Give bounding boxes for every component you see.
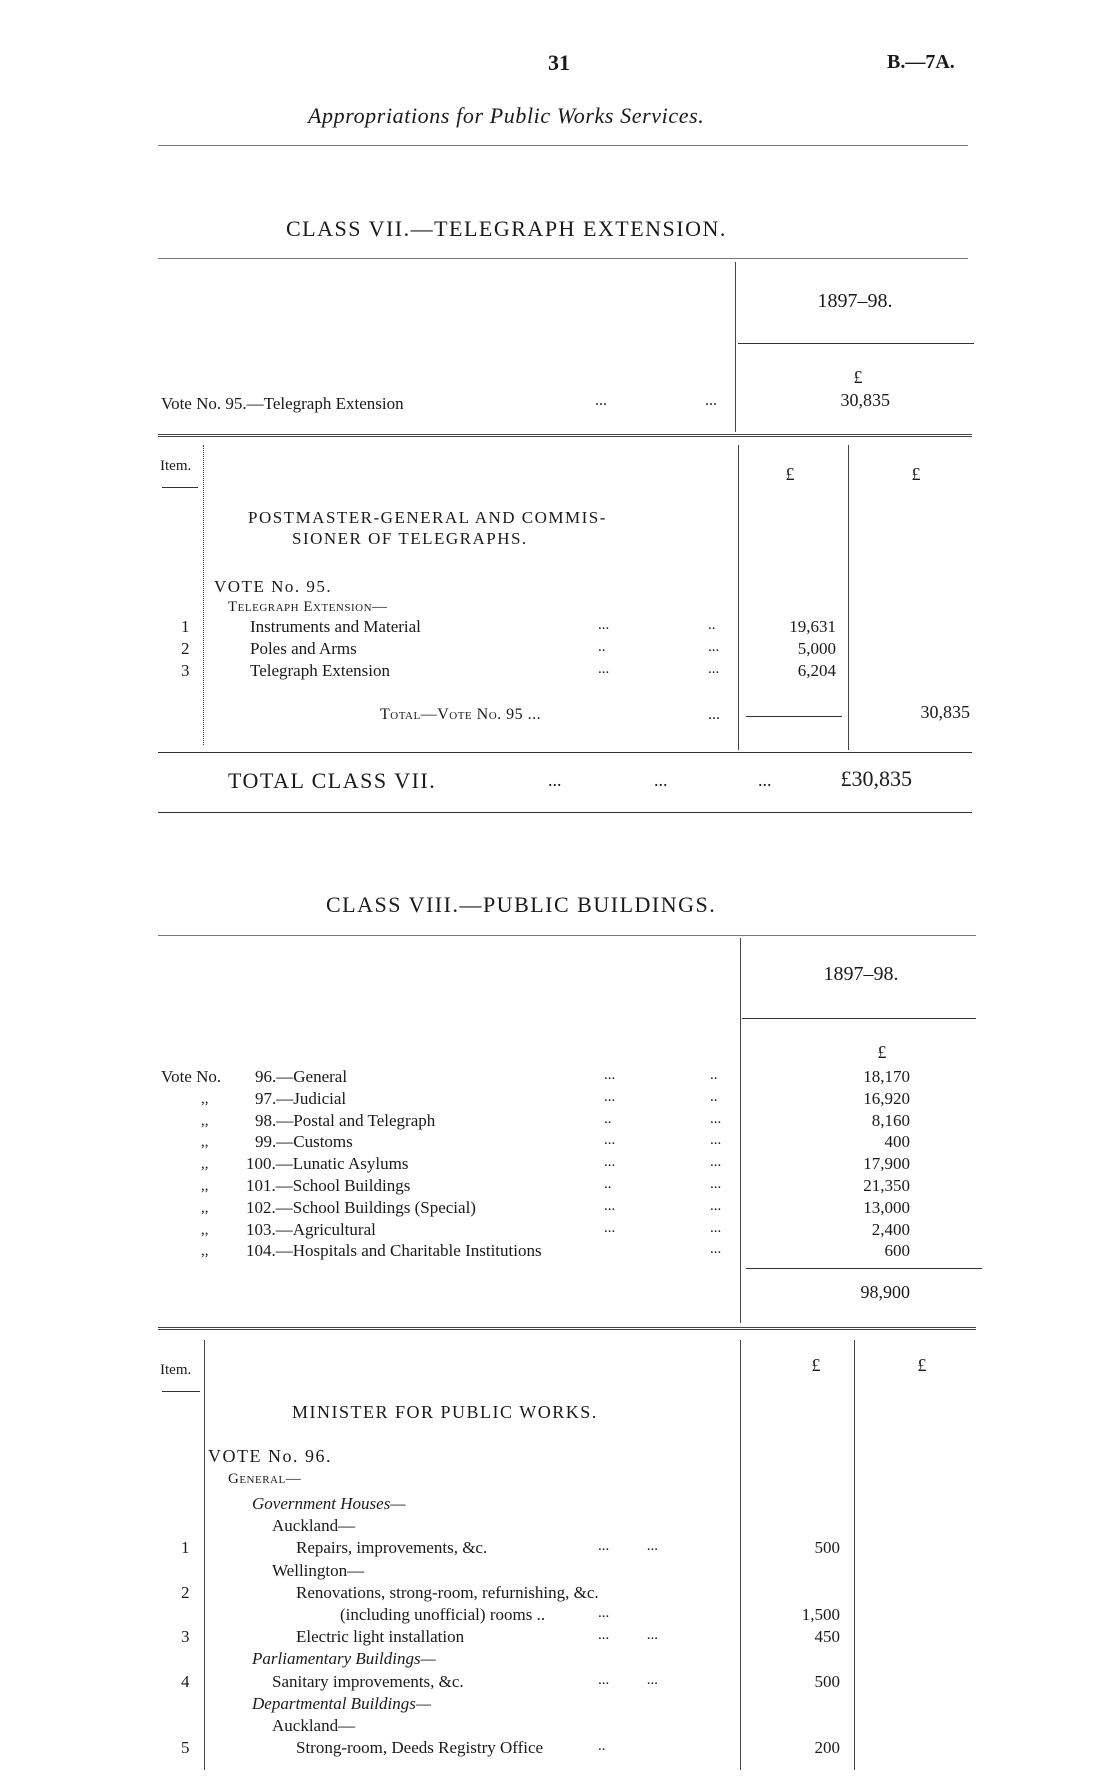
line-text: Sanitary improvements, &c. [272, 1671, 464, 1691]
class7-minister-line1: POSTMASTER-GENERAL AND COMMIS- [248, 508, 607, 527]
class7-bottom-rule [158, 752, 972, 753]
vote-amount: 16,920 [863, 1088, 910, 1108]
item-number: 5 [181, 1738, 190, 1758]
ditto-mark: ,, [201, 1156, 209, 1173]
line-amount: 1,500 [801, 1605, 840, 1624]
item-number: 2 [181, 1582, 190, 1602]
item-label: Poles and Arms [250, 639, 357, 658]
vote-dots: .. [710, 1067, 718, 1083]
vote-amount: 8,160 [871, 1110, 910, 1130]
vote-label: 99.—Customs [255, 1132, 353, 1152]
item-amount: 6,204 [797, 661, 836, 680]
vote-dots: ... [604, 1154, 616, 1171]
vote-amount: 13,000 [863, 1197, 910, 1217]
class8-amount1-column-divider [740, 1340, 741, 1770]
class7-minister-line2: SIONER OF TELEGRAPHS. [292, 529, 528, 548]
class7-total-class-dots: ... [654, 770, 668, 790]
item-number: 1 [181, 1538, 190, 1558]
vote-amount: 17,900 [863, 1154, 910, 1174]
class8-item-header-rule [162, 1391, 200, 1392]
class7-vote-label: Vote No. 95.—Telegraph Extension [161, 394, 404, 413]
class7-item-header-rule [162, 487, 198, 488]
class8-amount2-column-divider [854, 1340, 855, 1770]
item-number: 2 [181, 639, 190, 658]
ditto-mark: ,, [201, 1112, 209, 1129]
class7-total-class-dots: ... [758, 770, 772, 790]
line-text: Departmental Buildings— [252, 1693, 431, 1713]
vote-dots: ... [710, 1154, 722, 1171]
vote-label: 98.—Postal and Telegraph [255, 1110, 436, 1130]
vote-dots: .. [710, 1088, 718, 1105]
vote-amount: 18,170 [863, 1067, 910, 1086]
running-title: Appropriations for Public Works Services. [308, 103, 705, 128]
class7-top-rule [158, 258, 968, 259]
class7-year: 1897–98. [817, 290, 893, 312]
line-dots: ... ... [598, 1671, 658, 1688]
class7-total-amount: 30,835 [920, 702, 970, 722]
class7-detail-top-rule [158, 434, 972, 437]
vote-dots: ... [710, 1110, 722, 1127]
item-amount: 5,000 [797, 639, 836, 658]
ditto-mark: ,, [201, 1243, 209, 1260]
class8-detail-top-rule [158, 1327, 976, 1330]
line-dots: .. [598, 1738, 606, 1755]
class7-total-class-label: TOTAL CLASS VII. [228, 768, 437, 793]
ditto-mark: ,, [201, 1221, 209, 1238]
class8-year-rule [742, 1018, 976, 1019]
class8-item-column-divider [204, 1340, 205, 1770]
item-amount: 19,631 [789, 617, 836, 636]
item-dots: ... [708, 661, 720, 677]
item-label: Telegraph Extension [250, 661, 390, 680]
class8-col1-currency: £ [811, 1355, 821, 1375]
class7-item-column-divider [203, 445, 204, 745]
vote-prefix: Vote No. [161, 1067, 222, 1086]
line-amount: 500 [814, 1671, 840, 1691]
line-amount: 500 [814, 1538, 840, 1558]
vote-dots: ... [710, 1219, 722, 1236]
class8-heading: CLASS VIII.—PUBLIC BUILDINGS. [326, 892, 717, 917]
class7-total-class-amount: £30,835 [840, 766, 912, 791]
vote-dots: ... [710, 1132, 722, 1149]
class7-currency: £ [853, 367, 863, 387]
line-dots: ... [598, 1605, 610, 1621]
class8-top-rule [158, 935, 976, 936]
class7-total-dots: ... [708, 706, 720, 723]
class7-year-column-divider [735, 262, 736, 432]
ditto-mark: ,, [201, 1090, 209, 1107]
item-number: 4 [181, 1671, 190, 1691]
class8-subhead: General— [228, 1471, 302, 1487]
vote-dots: ... [604, 1067, 616, 1083]
class8-col2-currency: £ [917, 1355, 927, 1375]
class7-amount2-column-divider [848, 445, 849, 750]
vote-dots: ... [604, 1088, 616, 1105]
class7-col1-currency: £ [785, 464, 795, 484]
line-text: Government Houses— [252, 1494, 406, 1513]
class8-votes-total: 98,900 [860, 1282, 910, 1302]
class7-year-rule [738, 343, 974, 344]
vote-dots: ... [604, 1132, 616, 1149]
ditto-mark: ,, [201, 1199, 209, 1216]
vote-label: 97.—Judicial [255, 1088, 347, 1108]
class7-total-class-dots: ... [548, 770, 562, 790]
class8-item-header: Item. [160, 1362, 192, 1378]
item-number: 3 [181, 1627, 190, 1647]
line-text: Electric light installation [296, 1627, 465, 1647]
class8-currency: £ [877, 1042, 887, 1062]
vote-dots: .. [604, 1176, 612, 1192]
class7-vote-dots: ... [595, 392, 607, 409]
class7-total-rule [746, 716, 842, 717]
item-dots: .. [598, 639, 606, 655]
class7-vote-dots: ... [705, 392, 717, 409]
vote-label: 103.—Agricultural [246, 1219, 376, 1239]
vote-dots: ... [710, 1241, 722, 1258]
vote-label: 102.—School Buildings (Special) [246, 1197, 476, 1217]
page-number: 31 [548, 50, 570, 75]
line-text: Wellington— [272, 1560, 365, 1580]
vote-amount: 21,350 [863, 1176, 910, 1195]
line-dots: ... ... [598, 1538, 658, 1555]
line-text: Renovations, strong-room, refurnishing, &c. [296, 1582, 599, 1602]
line-amount: 200 [814, 1738, 840, 1758]
item-number: 1 [181, 617, 190, 636]
item-dots: ... [708, 639, 720, 655]
ditto-mark: ,, [201, 1134, 209, 1151]
class7-item-header: Item. [160, 458, 192, 474]
item-dots: ... [598, 661, 610, 677]
class7-col2-currency: £ [911, 464, 921, 484]
line-dots: ... ... [598, 1627, 658, 1644]
line-text: Auckland— [272, 1516, 356, 1536]
ditto-mark: ,, [201, 1178, 209, 1194]
document-reference: B.—7A. [887, 51, 955, 73]
class8-year: 1897–98. [823, 963, 899, 985]
vote-dots: ... [604, 1219, 616, 1236]
class7-vote-heading: VOTE No. 95. [214, 577, 333, 596]
vote-label: 104.—Hospitals and Charitable Institutions [246, 1241, 542, 1261]
class7-total-label: Total—Vote No. 95 ... [380, 706, 542, 723]
class7-heading: CLASS VII.—TELEGRAPH EXTENSION. [286, 216, 727, 241]
vote-dots: ... [604, 1197, 616, 1214]
class8-minister: MINISTER FOR PUBLIC WORKS. [292, 1402, 598, 1422]
class8-votes-sum-rule [746, 1268, 982, 1269]
item-dots: .. [708, 617, 716, 633]
class7-amount1-column-divider [738, 445, 739, 750]
line-text: Repairs, improvements, &c. [296, 1538, 488, 1558]
vote-amount: 2,400 [871, 1219, 910, 1239]
vote-dots: .. [604, 1110, 612, 1127]
class8-year-column-divider [740, 938, 741, 1323]
line-amount: 450 [814, 1627, 840, 1647]
vote-amount: 600 [884, 1241, 910, 1261]
item-number: 3 [181, 661, 190, 680]
header-rule [158, 145, 968, 146]
line-text: Auckland— [272, 1716, 356, 1735]
class7-subhead: Telegraph Extension— [228, 599, 388, 615]
vote-label: 100.—Lunatic Asylums [246, 1154, 409, 1174]
vote-dots: ... [710, 1176, 722, 1192]
class7-total-class-rule [158, 812, 972, 813]
vote-label: 101.—School Buildings [246, 1176, 411, 1195]
item-dots: ... [598, 617, 610, 633]
item-label: Instruments and Material [250, 617, 421, 636]
vote-label: 96.—General [255, 1067, 348, 1086]
vote-dots: ... [710, 1197, 722, 1214]
vote-amount: 400 [884, 1132, 910, 1152]
line-text: Strong-room, Deeds Registry Office [296, 1738, 544, 1758]
class7-vote-amount: 30,835 [840, 390, 890, 410]
line-text: Parliamentary Buildings— [252, 1649, 436, 1669]
line-text: (including unofficial) rooms .. [340, 1605, 546, 1624]
class8-vote-heading: VOTE No. 96. [208, 1446, 332, 1466]
